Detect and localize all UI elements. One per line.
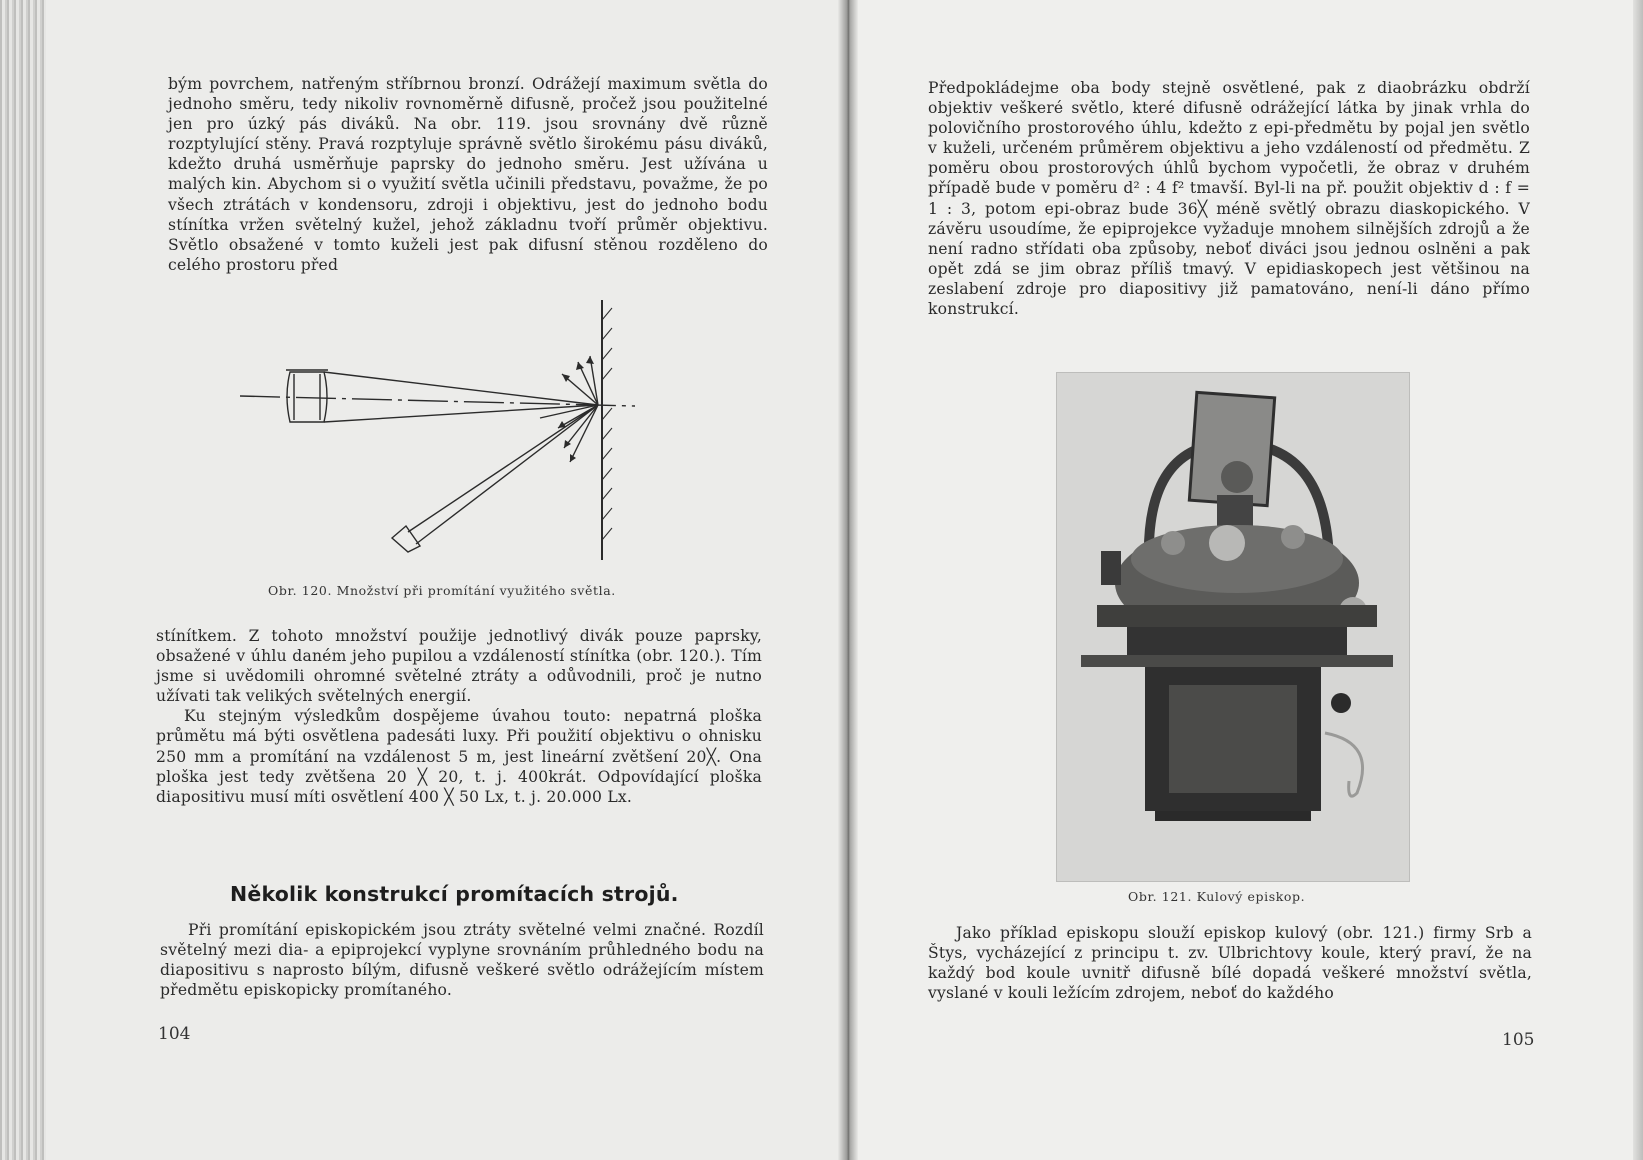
section-heading: Několik konstrukcí promítacích strojů. xyxy=(230,882,679,906)
page-number-right: 105 xyxy=(1502,1030,1535,1050)
right-top-paragraph xyxy=(928,78,1530,319)
screen-hatching xyxy=(602,308,612,540)
book-gutter xyxy=(838,0,858,1160)
paragraph-text: Při promítání episkopickém jsou ztráty světelné velmi značné. Rozdíl světelný mezi dia- a epiprojekcí vyplyne srovnáním průhledného bodu na diapositivu s naprosto bílým, difusně veškeré světlo odrážejícím místem předmětu episkopicky promítaného. xyxy=(160,921,764,1000)
paragraph-text: Ku stejným výsledkům dospějeme úvahou touto: nepatrná ploška průmětu má býti osvětlena padesáti luxy. Při použití objektivu o ohnisku 250 mm a promítání na vzdálenost 5 m, jest lineární zvětšení 20╳. Ona ploška jest tedy zvětšena 20 ╳ 20, t. j. 400krát. Odpovídající ploška diapositivu musí míti osvětlení 400 ╳ 50 Lx, t. j. 20.000 Lx. xyxy=(156,707,762,806)
left-middle-paragraphs xyxy=(156,626,762,807)
base-plate xyxy=(1097,605,1377,627)
arrow-heads xyxy=(558,356,594,462)
figure-121-caption: Obr. 121. Kulový episkop. xyxy=(1128,889,1306,904)
page-stack-edge-right xyxy=(1633,0,1643,1160)
optical-axis xyxy=(240,396,635,406)
eye-ray-lower xyxy=(416,405,598,544)
ray-upper xyxy=(324,372,598,405)
lens-housing xyxy=(1217,495,1253,527)
left-top-paragraph xyxy=(168,74,768,275)
paragraph-text: Předpokládejme oba body stejně osvětlené, pak z diaobrázku obdrží objektiv veškeré světlo, které difusně odrážející látka by jinak vrhla do polovičního prostorového úhlu, kdežto z epi-předmětu by pojal jen světlo v kuželi, určeném průměrem objektivu a jeho vzdáleností od předmětu. Z poměru obou prostorových úhlů bychom vypočetli, že obraz v druhém případě bude v poměru d² : 4 f² tmavší. Byl-li na př. použit objektiv d : f = 1 : 3, potom epi-obraz bude 36╳ méně světlý obrazu diaskopického. V závěru usoudíme, že epiprojekce vyžaduje mnohem silnějších zdrojů a že není radno střídati oba způsoby, neboť diváci jsou jednou oslněni a pak opět zdá se jim obraz příliš tmavý. V epidiaskopech jest většinou na zeslabení zdroje pro diapositivy již pamatováno, není-li dáno přímo konstrukcí. xyxy=(928,79,1530,319)
paragraph-text: stínítkem. Z tohoto množství použije jednotlivý divák pouze paprsky, obsažené v úhlu daném jeho pupilou a vzdáleností stínítka (obr. 120.). Tím jsme si uvědomili ohromné světelné ztráty a odůvodnili, proč je nutno užívati tak velikých světelných energií. xyxy=(156,627,762,706)
dial xyxy=(1221,461,1253,493)
page-stack-edge-left xyxy=(0,0,46,1160)
figure-120-caption: Obr. 120. Množství při promítání využitého světla. xyxy=(268,583,616,598)
paragraph-text: Jako příklad episkopu slouží episkop kulový (obr. 121.) firmy Srb a Štys, vycházející z principu t. zv. Ulbrichtovy koule, který praví, že na každý bod koule uvnitř difusně bílé dopadá veškeré množství světla, vyslané v kouli ležícím zdrojem, neboť do každého xyxy=(928,924,1532,1003)
right-bottom-paragraph xyxy=(928,923,1532,1003)
figure-121-episcope-photo xyxy=(1056,372,1410,882)
paragraph-text: bým povrchem, natřeným stříbrnou bronzí. Odrážejí maximum světla do jednoho směru, tedy nikoliv rovnoměrně difusně, pročež jsou použitelné jen pro úzký pás diváků. Na obr. 119. jsou srovnány dvě různě rozptylující stěny. Pravá rozptyluje správně světlo širokému pásu diváků, kdežto druhá usměrňuje paprsky do jednoho směru. Jest užívána u malých kin. Abychom si o využití světla učinili představu, považme, že po všech ztrátách v kondensoru, zdroji i objektivu, jest do jednoho bodu stínítka vržen světelný kužel, jehož základnu tvoří průměr objektivu. Světlo obsažené v tomto kuželi jest pak difusní stěnou rozděleno do celého prostoru před xyxy=(168,75,768,274)
page-number-left: 104 xyxy=(158,1024,191,1044)
switch-knob xyxy=(1331,693,1351,713)
side-knob-left xyxy=(1101,551,1121,585)
platform xyxy=(1081,655,1393,667)
figure-120-light-cone-diagram xyxy=(240,300,680,570)
eye-ray-upper xyxy=(408,405,598,532)
scatter-arrows xyxy=(540,356,598,462)
eye-pupil xyxy=(392,526,420,552)
left-bottom-paragraph xyxy=(160,920,764,1000)
